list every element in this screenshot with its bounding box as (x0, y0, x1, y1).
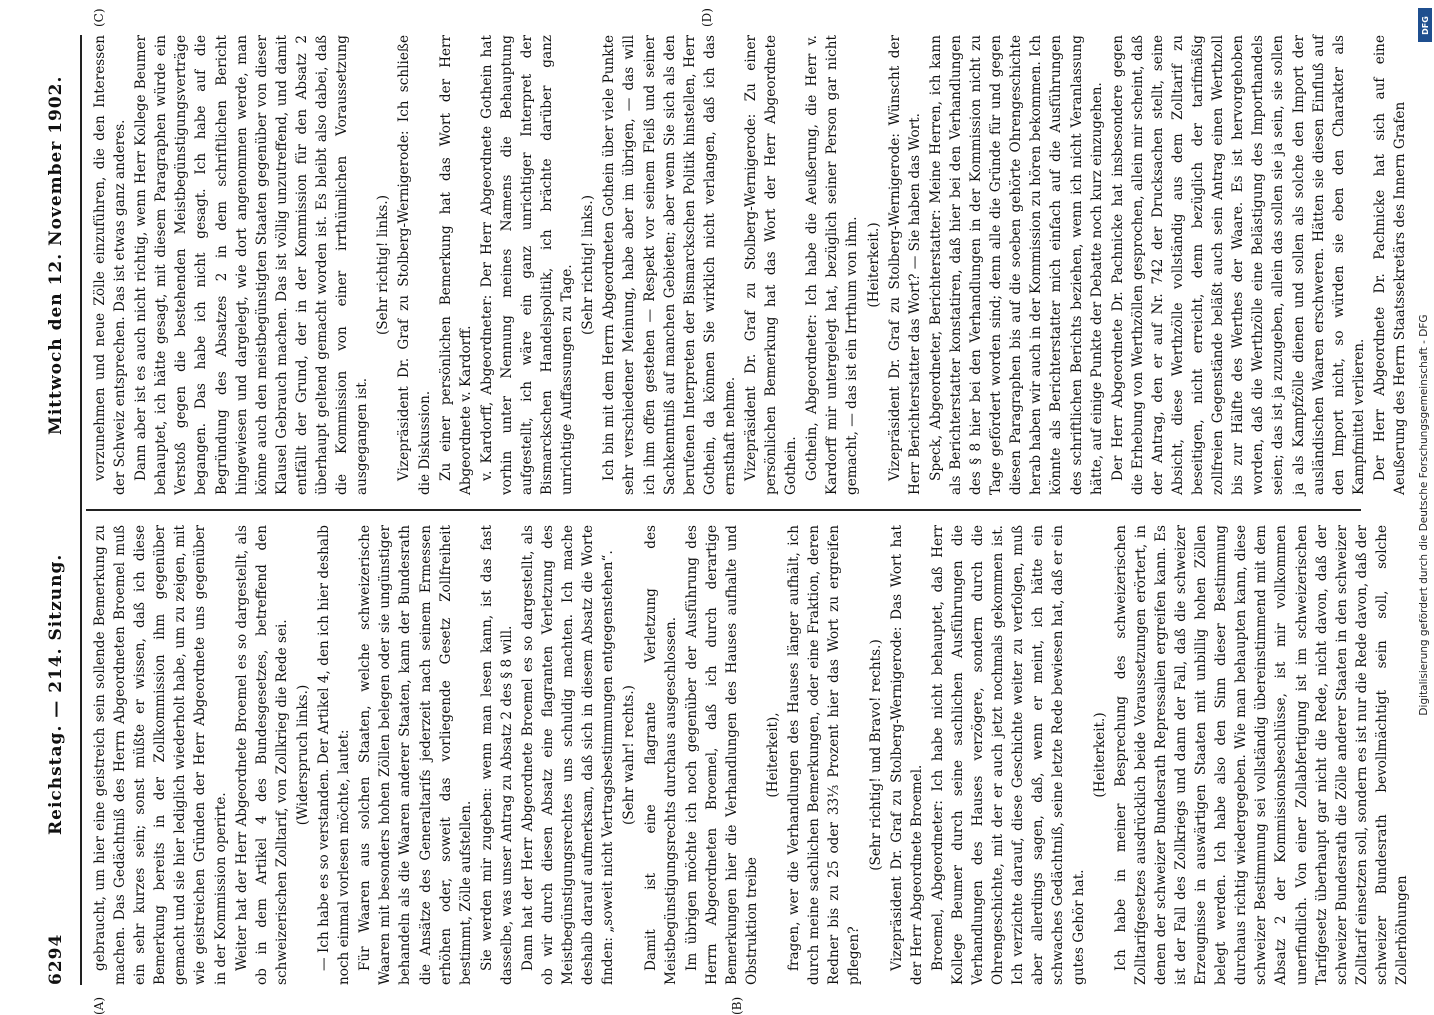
speaker-paragraph: Vizepräsident Dr. Graf zu Stolberg-Wernigerode: Wünscht der Herr Berichterstatter das Wort? — Sie haben das Wort. (886, 35, 923, 495)
speaker-paragraph: Vizepräsident Dr. Graf zu Stolberg-Wernigerode: Das Wort hat der Herr Abgeordnete Broemel. (888, 525, 925, 985)
speaker-paragraph: Vizepräsident Dr. Graf zu Stolberg-Wernigerode: Ich schließe die Diskussion. (396, 35, 433, 495)
speaker-paragraph: v. Kardorff, Abgeordneter: Der Herr Abgeordnete Gothein hat vorhin unter Nennung meines Namens die Behauptung aufgestellt, ich wäre ein ganz unrichtiger Interpret der Bismarckschen Handelspolitik, ich brächte darüber ganz unrichtige Auffassungen zu Tage. (478, 35, 576, 495)
interjection: (Heiterkeit), (765, 712, 782, 798)
quotation: Für Waaren aus solchen Staaten, welche schweizerische Waaren mit besonders hohen Zöllen belegen oder sie ungünstiger behandeln als die Waaren anderer Staaten, kann der Bundesrath die Ansätze des Generaltarifs jederzeit nach seinem Ermessen erhöhen oder, soweit das vorliegende Gesetz Zollfreiheit bestimmt, Zölle aufstellen. (357, 525, 474, 985)
dfg-logo: DFG (1418, 8, 1432, 42)
interjection: (Sehr richtig! und Bravo! rechts.) (867, 639, 884, 871)
paragraph: Weiter hat der Herr Abgeordnete Broemel es so dargestellt, als ob in dem Artikel 4 des Bundesgesetzes, betreffend den schweizerischen Zolltarif, von Zollkrieg die Rede sei. (233, 525, 290, 985)
page-number: 6294 (46, 933, 66, 985)
paragraph: gebraucht, um hier eine geistreich sein sollende Bemerkung zu machen. Das Gedächtniß des Herrn Abgeordneten Broemel muß ein sehr kurzes sein; sonst müßte er wissen, daß ich diese Bemerkung bereits in der Zollkommission ihm gegenüber gemacht und sie hier lediglich wiederholt habe, um zu zeigen, mit wie geistreichen Gründen der Herr Abgeordnete uns gegenüber in der Kommission operirte. (92, 525, 229, 985)
header-left-title: Reichstag. — 214. Sitzung. (46, 553, 66, 835)
margin-letter-d: (D) (700, 8, 714, 27)
text-column-right (90, 35, 1408, 495)
paragraph: Im übrigen möchte ich noch gegenüber der Ausführung des Herrn Abgeordneten Broemel, daß ich durch derartige Bemerkungen hier die Verhandlungen des Hauses aufhalte und Obstruktion treibe (683, 525, 760, 985)
interjection: (Heiterkeit.) (865, 222, 882, 308)
column-rule (86, 509, 1361, 511)
margin-letter-a: (A) (92, 996, 106, 1015)
interjection: (Sehr richtig! links.) (375, 194, 392, 336)
interjection: (Sehr wahr! rechts.) (621, 685, 638, 825)
margin-letter-b: (B) (730, 996, 744, 1015)
header-right-title: Mittwoch den 12. November 1902. (46, 75, 66, 435)
margin-letter-c: (C) (92, 8, 106, 27)
rotated-page (40, 8, 1410, 1015)
speaker-paragraph: Gothein, Abgeordneter: Ich habe die Aeußerung, die Herr v. Kardorff mir untergelegt hat, bezüglich seiner Person gar nicht gemacht, — das ist ein Irrthum von ihm. (804, 35, 861, 495)
interjection: (Widerspruch links.) (294, 684, 311, 826)
paragraph: Dann aber ist es auch nicht richtig, wenn Herr Kollege Beumer behauptet, ich hätte gesagt, mit diesem Paragraphen würde ein Verstoß gegen die bestehenden Meistbegünstigungsverträge begangen. Das habe ich nicht gesagt. Ich habe auf die Begründung des Absatzes 2 in dem schriftlichen Bericht hingewiesen und dargelegt, wie dort angenommen werde, man könne auch den meistbegünstigten Staaten gegenüber von dieser Klausel Gebrauch machen. Das ist völlig unzutreffend, und damit entfällt der Grund, der in der Kommission für den Absatz 2 überhaupt geltend gemacht worden ist. Es bleibt also dabei, daß die Kommission von einer irrthümlichen Voraussetzung ausgegangen ist. (133, 35, 371, 495)
header-rule (80, 35, 82, 985)
interjection: (Heiterkeit.) (1091, 712, 1108, 798)
paragraph: Zu einer persönlichen Bemerkung hat das Wort der Herr Abgeordnete v. Kardorff. (437, 35, 474, 495)
paragraph: Der Herr Abgeordnete Dr. Pachnicke hat insbesondere gegen die Erhebung von Werthzöllen gesprochen, allein mir scheint, daß der Antrag, den er auf Nr. 742 der Drucksachen stellt, seine Absicht, diese Werthzölle vollständig aus dem Zolltarif zu beseitigen, nicht erreicht, denn bezüglich der tarifmäßig zollfreien Gegenstände beläßt auch sein Antrag einen Werthzoll bis zur Hälfte des Werthes der Waare. Es ist hervorgehoben worden, daß die Werthzölle eine Belästigung des Importhandels seien; das ist ja zuzugeben, allein das sollen sie ja sein, sie sollen ja als Kampfzölle dienen und sollen als solche den Import der ausländischen Waaren erschweren. Hätten sie diesen Einfluß auf den Import nicht, so würden sie eben den Charakter als Kampfmittel verlieren. (1109, 35, 1367, 495)
paragraph: Dann hat der Herr Abgeordnete Broemel es so dargestellt, als ob wir durch diesen Absatz eine flagranten Verletzung des Meistbegünstigungsrechtes uns schuldig machten. Ich mache deshalb darauf aufmerksam, daß sich in diesem Absatz die Worte finden: „soweit nicht Vertragsbestimmungen entgegenstehen“. (519, 525, 617, 985)
text-column-left (90, 525, 1410, 985)
paragraph: — Ich habe es so verstanden. Der Artikel 4, den ich hier deshalb noch einmal vorlesen möchte, lautet: (316, 525, 353, 985)
speaker-paragraph: Vizepräsident Dr. Graf zu Stolberg-Wernigerode: Zu einer persönlichen Bemerkung hat das Wort der Herr Abgeordnete Gothein. (743, 35, 800, 495)
interjection: (Sehr richtig! links.) (580, 194, 597, 336)
paragraph: fragen, wer die Verhandlungen des Hauses länger aufhält, ich durch meine sachlichen Bemerkungen, oder eine Fraktion, deren Redner bis zu 25 oder 33⅓ Prozent hier das Wort zu ergreifen pflegen? (786, 525, 863, 985)
speaker-paragraph: Broemel, Abgeordneter: Ich habe nicht behauptet, daß Herr Kollege Beumer durch seine sachlichen Ausführungen die Verhandlungen des Hauses verzögere, sondern durch die Ohrengeschichte, mit der er auch jetzt nochmals gekommen ist. Ich verzichte darauf, diese Geschichte weiter zu verfolgen, muß aber allerdings sagen, daß, wenn er meint, ich hätte ein schwaches Gedächtniß, seine letzte Rede bewiesen hat, daß er ein gutes Gehör hat. (929, 525, 1087, 985)
speaker-paragraph: Speck, Abgeordneter, Berichterstatter: Meine Herren, ich kann als Berichterstatter konstatiren, daß hier bei den Verhandlungen des § 8 hier bei den Verhandlungen in der Kommission nicht zu Tage gefördert worden sind; denn alle die Gründe für und gegen diesen Paragraphen bis auf die soeben gehörte Ohrengeschichte herab haben wir auch in der Kommission zu hören bekommen. Ich könnte als Berichterstatter mich einfach auf die Ausführungen des schriftlichen Berichts beziehen, wenn ich nicht Veranlassung hätte, auf einige Punkte der Debatte noch kurz einzugehen. (927, 35, 1105, 495)
paragraph: Sie werden mir zugeben: wenn man lesen kann, ist das fast dasselbe, was unser Antrag zu Absatz 2 des § 8 will. (478, 525, 515, 985)
paragraph: Ich habe in meiner Besprechung des schweizerischen Zolltarifgesetzes ausdrücklich beide Voraussetzungen erörtert, in denen der schweizer Bundesrath Repressalien ergreifen kann. Es ist der Fall des Zollkriegs und dann der Fall, daß die schweizer Erzeugnisse in auswärtigen Staaten mit unbillig hohen Zöllen belegt werden. Ich habe also den Sinn dieser Bestimmung durchaus richtig wiedergegeben. Wie man behaupten kann, diese schweizer Bestimmung sei vollständig übereinstimmend mit dem Absatz 2 der Kommissionsbeschlüsse, ist mir vollkommen unerfindlich. Von einer Zollabfertigung ist im schweizerischen Tarifgesetz überhaupt gar nicht die Rede, nicht davon, daß der schweizer Bundesrath die Zölle anderer Staaten in den schweizer Zolltarif einsetzen soll, sondern es ist nur die Rede davon, daß der schweizer Bundesrath bevollmächtigt sein soll, solche Zollerhöhungen (1112, 525, 1410, 985)
page-header (40, 35, 80, 985)
paragraph: Damit ist eine flagrante Verletzung des Meistbegünstigungsrechts durchaus ausgeschlossen. (642, 525, 679, 985)
digitization-credit: Digitalisierung gefördert durch die Deutsche Forschungsgemeinschaft - DFG (1418, 314, 1430, 716)
paragraph: vorzunehmen und neue Zölle einzuführen, die den Interessen der Schweiz entsprechen. Das ist etwas ganz anderes. (92, 35, 129, 495)
paragraph: Der Herr Abgeordnete Dr. Pachnicke hat sich auf eine Aeußerung des Herrn Staatssekretärs des Innern Grafen (1371, 35, 1408, 495)
paragraph: Ich bin mit dem Herrn Abgeordneten Gothein über viele Punkte sehr verschiedener Meinung, habe aber im übrigen, — das will ich ihm offen gestehen — Respekt vor seinem Fleiß und seiner Sachkenntniß auf manchen Gebieten; aber wenn Sie sich als den berufenen Interpreten der Bismarckschen Politik hinstellen, Herr Gothein, da können Sie wirklich nicht verlangen, daß ich das ernsthaft nehme. (601, 35, 738, 495)
